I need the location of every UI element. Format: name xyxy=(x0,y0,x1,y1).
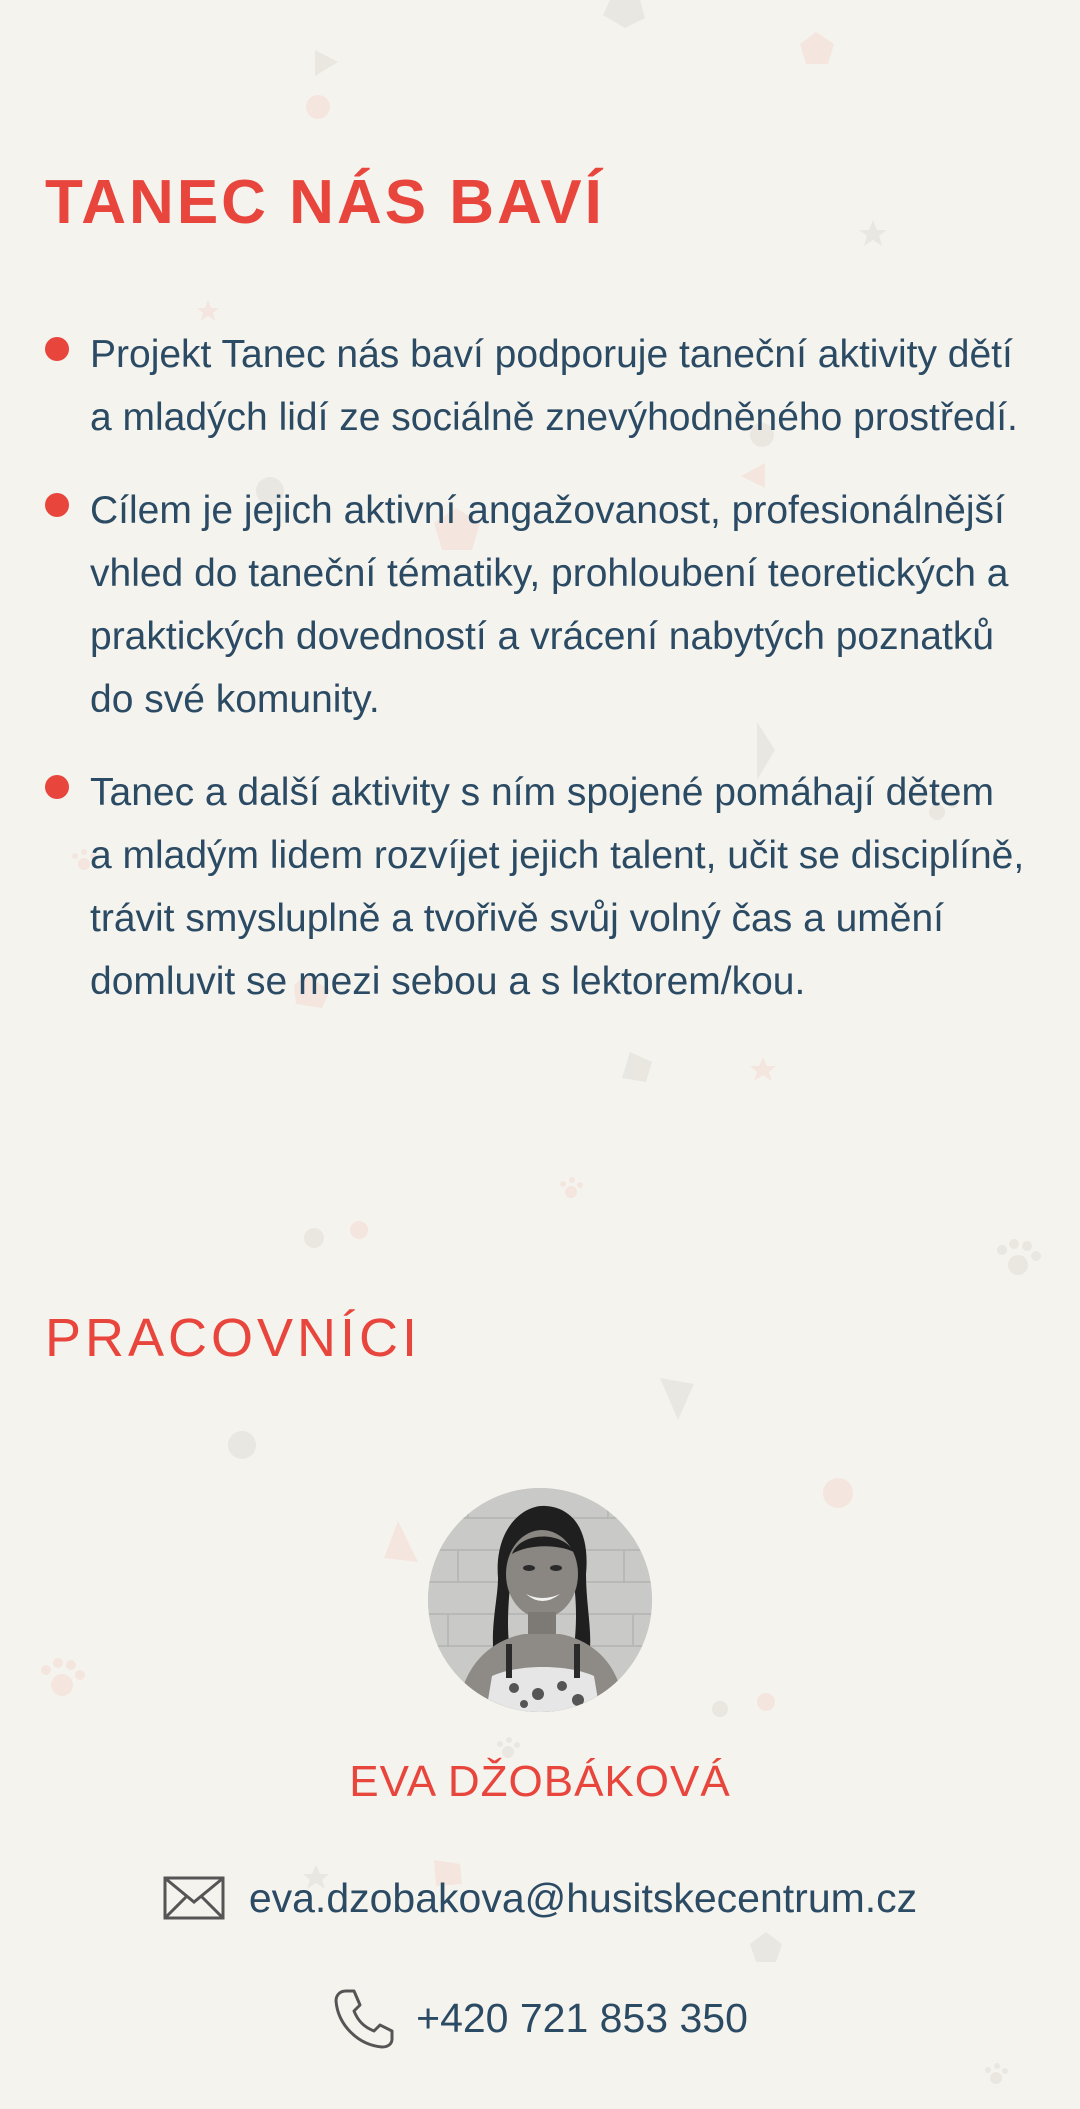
phone-icon xyxy=(332,1987,394,2049)
list-item-text: Cílem je jejich aktivní angažovanost, profesionálnější vhled do taneční tématiky, prohloubení teoretických a praktických dovedností a vrácení nabytých poznatků do své komunity. xyxy=(90,489,1009,721)
avatar-photo xyxy=(428,1488,652,1712)
person-name: EVA DŽOBÁKOVÁ xyxy=(349,1757,731,1806)
staff-section-title: PRACOVNÍCI xyxy=(45,1308,422,1368)
phone-link[interactable]: +420 721 853 350 xyxy=(416,1994,748,2041)
page-title: TANEC NÁS BAVÍ xyxy=(45,168,605,237)
list-item-text: Projekt Tanec nás baví podporuje taneční aktivity dětí a mladých lidí ze sociálně znevýhodněného prostředí. xyxy=(90,333,1018,439)
bullet-dot-icon xyxy=(45,775,69,799)
list-item xyxy=(45,479,1025,731)
list-item xyxy=(45,323,1025,449)
list-item-text: Tanec a další aktivity s ním spojené pomáhají dětem a mladým lidem rozvíjet jejich talent, učit se disciplíně, trávit smysluplně a tvořivě svůj volný čas a umění domluvit se mezi sebou a s lektorem/kou. xyxy=(90,771,1025,1003)
avatar xyxy=(428,1488,652,1712)
phone-row xyxy=(0,1985,1080,2051)
about-list xyxy=(45,323,1025,1043)
bullet-dot-icon xyxy=(45,493,69,517)
bullet-dot-icon xyxy=(45,337,69,361)
email-link[interactable]: eva.dzobakova@husitskecentrum.cz xyxy=(248,1874,918,1921)
email-row xyxy=(0,1868,1080,1928)
staff-card xyxy=(0,1488,1080,2048)
envelope-icon xyxy=(163,1876,225,1920)
list-item xyxy=(45,761,1025,1013)
